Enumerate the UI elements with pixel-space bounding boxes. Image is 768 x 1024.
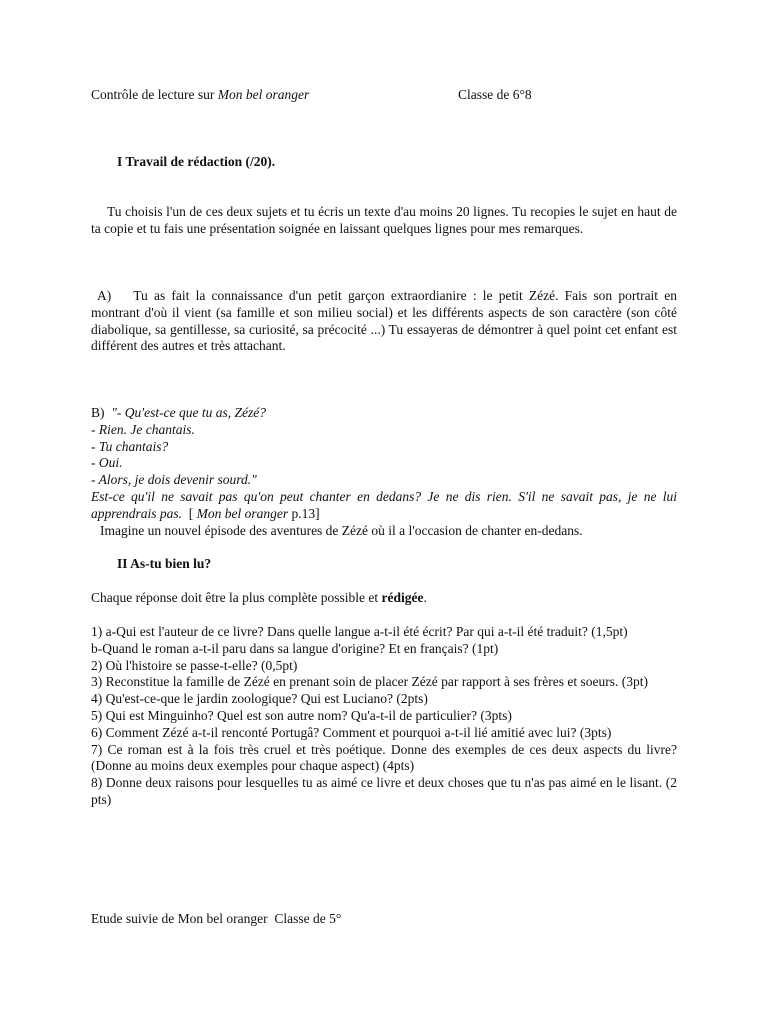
intro-prefix: Chaque réponse doit être la plus complète possible et xyxy=(91,590,382,605)
question-item: 6) Comment Zézé a-t-il renconté Portugâ? Comment et pourquoi a-t-il lié amitié avec lui? (3pts) xyxy=(91,724,612,740)
section1-heading: I Travail de rédaction (/20). xyxy=(117,154,276,169)
question-item: 2) Où l'histoire se passe-t-elle? (0,5pt) xyxy=(91,657,298,673)
question-item: 3) Reconstitue la famille de Zézé en prenant soin de placer Zézé par rapport à ses frères et soeurs. (3pt) xyxy=(91,674,649,690)
quote-text: Est-ce qu'il ne savait pas qu'on peut chanter en dedans? Je ne dis rien. S'il ne savait pas, je ne lui apprendrais pas. xyxy=(91,488,677,521)
question-item: 5) Qui est Minguinho? Quel est son autre nom? Qu'a-t-il de particulier? (3pts) xyxy=(91,707,512,723)
dialogue-line: - Alors, je dois devenir sourd." xyxy=(91,472,257,488)
subject-a xyxy=(91,288,677,355)
subject-b-label: B) xyxy=(91,405,105,420)
book-title: Mon bel oranger xyxy=(217,87,310,102)
question-list xyxy=(91,624,677,809)
dialogue-line: - Rien. Je chantais. xyxy=(91,421,195,437)
dialogue-line: "- Qu'est-ce que tu as, Zézé? xyxy=(111,405,267,420)
footer-title: Etude suivie de Mon bel oranger Classe de 5° xyxy=(91,911,342,926)
document-header-title xyxy=(91,87,309,104)
question-item: 8) Donne deux raisons pour lesquelles tu as aimé ce livre et deux choses que tu n'as pas aimé en le lisant. (2 pts) xyxy=(91,775,677,807)
subject-a-text: Tu as fait la connaissance d'un petit garçon extraordianire : le petit Zézé. Fais son portrait en montrant d'où il vient (sa famille et son milieu social) et les différents aspects de son caractère (son côté diabolique, sa gentillesse, sa curiosité, sa précocité ...) Tu essayeras de démontrer à quel point cet enfant est différent des autres et très attachant. xyxy=(91,288,677,354)
ref-open: [ xyxy=(188,505,197,521)
ref-title: Mon bel oranger xyxy=(196,505,289,521)
intro-suffix: . xyxy=(423,590,427,605)
intro-bold: rédigée xyxy=(381,590,424,605)
question-item: b-Quand le roman a-t-il paru dans sa langue d'origine? Et en français? (1pt) xyxy=(91,640,499,656)
section2-intro xyxy=(91,590,677,607)
class-label: Classe de 6°8 xyxy=(458,87,532,102)
dialogue-line: - Tu chantais? xyxy=(91,438,169,454)
section2-heading: II As-tu bien lu? xyxy=(117,556,212,571)
subject-b-instruction: Imagine un nouvel épisode des aventures de Zézé où il a l'occasion de chanter en-dedans. xyxy=(100,522,583,538)
subject-b-quote xyxy=(91,489,677,523)
subject-b-first-line xyxy=(91,405,677,422)
subject-b xyxy=(91,405,677,539)
section1-intro: Tu choisis l'un de ces deux sujets et tu écris un texte d'au moins 20 lignes. Tu recopies le sujet en haut de ta copie et tu fais une présentation soignée en laissant quelques lignes pour mes remarques. xyxy=(91,204,677,236)
question-item: 7) Ce roman est à la fois très cruel et très poétique. Donne des exemples de ces deux aspects du livre? (Donne au moins deux exemples pour chaque aspect) (4pts) xyxy=(91,741,677,774)
question-item: 4) Qu'est-ce-que le jardin zoologique? Qui est Luciano? (2pts) xyxy=(91,691,428,707)
dialogue-line: - Oui. xyxy=(91,455,123,471)
question-item: 1) a-Qui est l'auteur de ce livre? Dans quelle langue a-t-il été écrit? Par qui a-t-il été traduit? (1,5pt) xyxy=(91,624,628,639)
header-prefix: Contrôle de lecture sur xyxy=(91,87,218,102)
subject-a-label: A) xyxy=(97,288,112,303)
ref-close: p.13] xyxy=(288,505,320,521)
